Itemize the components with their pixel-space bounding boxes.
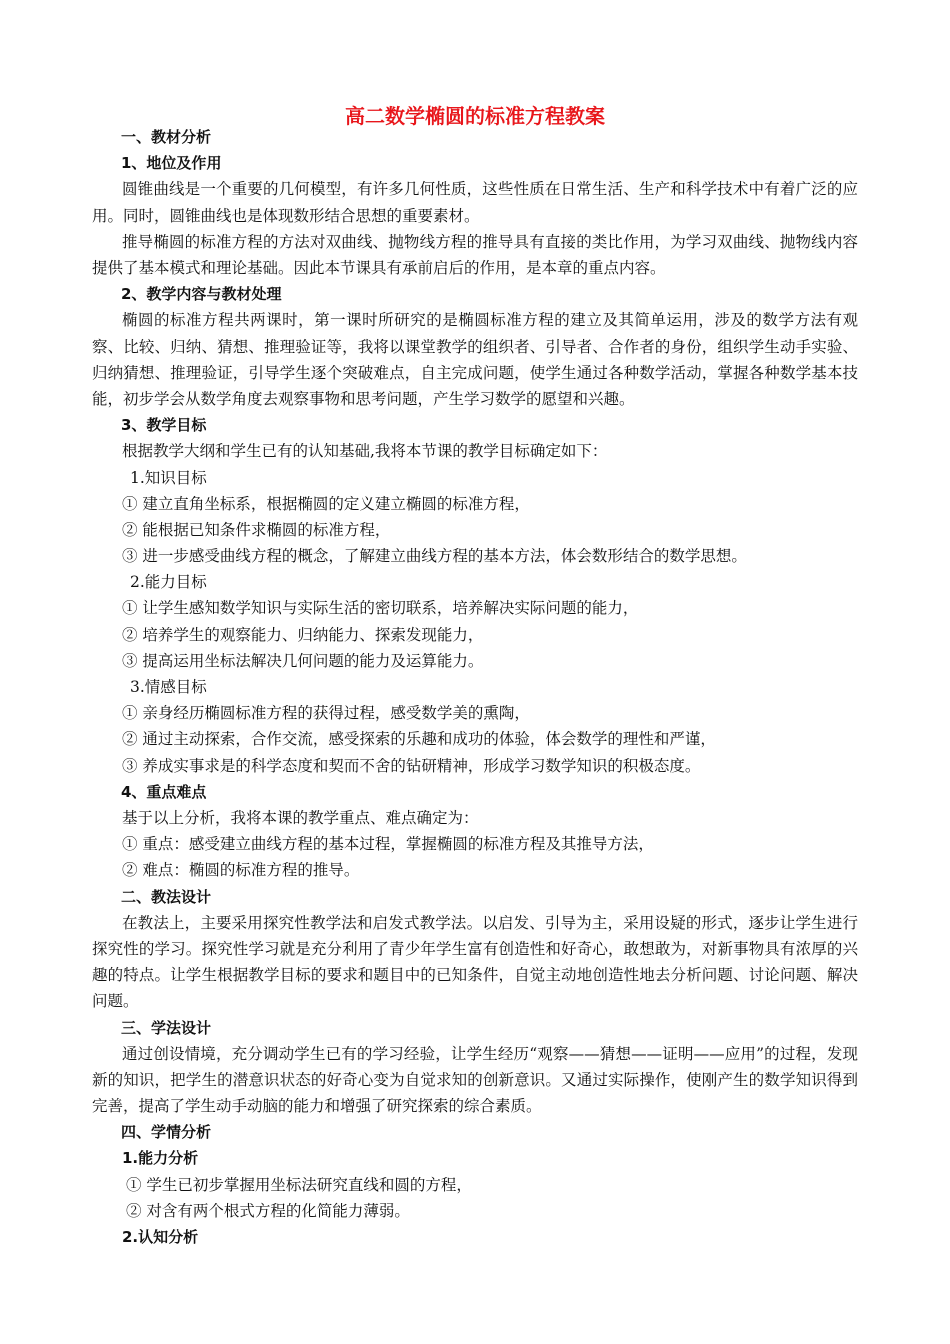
list-item: ③ 进一步感受曲线方程的概念，了解建立曲线方程的基本方法，体会数形结合的数学思想。: [122, 547, 747, 566]
list-item: ② 培养学生的观察能力、归纳能力、探索发现能力，: [122, 625, 484, 644]
subsection-heading: 2、教学内容与教材处理: [121, 285, 282, 304]
paragraph: 基于以上分析，我将本课的教学重点、难点确定为：: [122, 808, 479, 827]
list-item: ① 重点：感受建立曲线方程的基本过程，掌握椭圆的标准方程及其推导方法，: [122, 835, 654, 854]
paragraph: 在教法上，主要采用探究性教学法和启发式教学法。以启发、引导为主，采用设疑的形式，逐步让学生进行探究性的学习。探究性学习就是充分利用了青少年学生富有创造性和好奇心，敢想敢为，对新事物具有浓厚的兴趣的特点。让学生根据教学目标的要求和题目中的已知条件，自觉主动地创造性地去分析问题、讨论问题、解决问题。: [92, 913, 858, 1011]
list-item: ② 难点：椭圆的标准方程的推导。: [122, 861, 360, 880]
goal-category: 3.情感目标: [130, 678, 207, 697]
goal-category: 1.知识目标: [130, 468, 207, 487]
section-heading: 一、教材分析: [121, 128, 212, 146]
paragraph: 椭圆的标准方程共两课时，第一课时所研究的是椭圆标准方程的建立及其简单运用，涉及的数学方法有观察、比较、归纳、猜想、推理验证等，我将以课堂教学的组织者、引导者、合作者的身份，组织学生动手实验、归纳猜想、推理验证，引导学生逐个突破难点，自主完成问题，使学生通过各种数学活动，掌握各种数学基本技能，初步学会从数学角度去观察事物和思考问题，产生学习数学的愿望和兴趣。: [92, 311, 858, 408]
section-heading: 二、教法设计: [121, 887, 212, 906]
paragraph: 圆锥曲线是一个重要的几何模型，有许多几何性质，这些性质在日常生活、生产和科学技术中有着广泛的应用。同时，圆锥曲线也是体现数形结合思想的重要素材。: [92, 180, 858, 225]
list-item: ① 亲身经历椭圆标准方程的获得过程，感受数学美的熏陶，: [122, 704, 530, 723]
document-body: [92, 124, 858, 1250]
subsection-heading: 2.认知分析: [122, 1228, 199, 1247]
list-item: ③ 养成实事求是的科学态度和契而不舍的钻研精神，形成学习数学知识的积极态度。: [122, 756, 701, 775]
list-item: ① 建立直角坐标系，根据椭圆的定义建立椭圆的标准方程，: [122, 494, 530, 513]
list-item: ① 学生已初步掌握用坐标法研究直线和圆的方程，: [126, 1175, 472, 1194]
list-item: ② 对含有两个根式方程的化简能力薄弱。: [126, 1201, 410, 1220]
list-item: ③ 提高运用坐标法解决几何问题的能力及运算能力。: [122, 651, 484, 670]
goal-category: 2.能力目标: [130, 573, 207, 592]
paragraph: 根据教学大纲和学生已有的认知基础,我将本节课的教学目标确定如下：: [122, 442, 608, 461]
subsection-heading: 3、教学目标: [121, 416, 207, 435]
subsection-heading: 1.能力分析: [122, 1149, 199, 1168]
section-heading: 四、学情分析: [121, 1123, 212, 1142]
paragraph: 通过创设情境，充分调动学生已有的学习经验，让学生经历“观察——猜想——证明——应用”的过程，发现新的知识，把学生的潜意识状态的好奇心变为自觉求知的创新意识。又通过实际操作，使刚产生的数学知识得到完善，提高了学生动手动脑的能力和增强了研究探索的综合素质。: [92, 1044, 858, 1116]
subsection-heading: 4、重点难点: [121, 782, 207, 801]
section-heading: 三、学法设计: [121, 1018, 212, 1037]
document-title: 高二数学椭圆的标准方程教案: [345, 104, 605, 128]
list-item: ② 通过主动探索，合作交流，感受探索的乐趣和成功的体验，体会数学的理性和严谨，: [122, 730, 716, 749]
list-item: ② 能根据已知条件求椭圆的标准方程，: [122, 520, 391, 539]
paragraph: 推导椭圆的标准方程的方法对双曲线、抛物线方程的推导具有直接的类比作用，为学习双曲线、抛物线内容提供了基本模式和理论基础。因此本节课具有承前启后的作用，是本章的重点内容。: [92, 232, 858, 277]
subsection-heading: 1、地位及作用: [121, 154, 222, 173]
list-item: ① 让学生感知数学知识与实际生活的密切联系，培养解决实际问题的能力，: [122, 599, 639, 618]
